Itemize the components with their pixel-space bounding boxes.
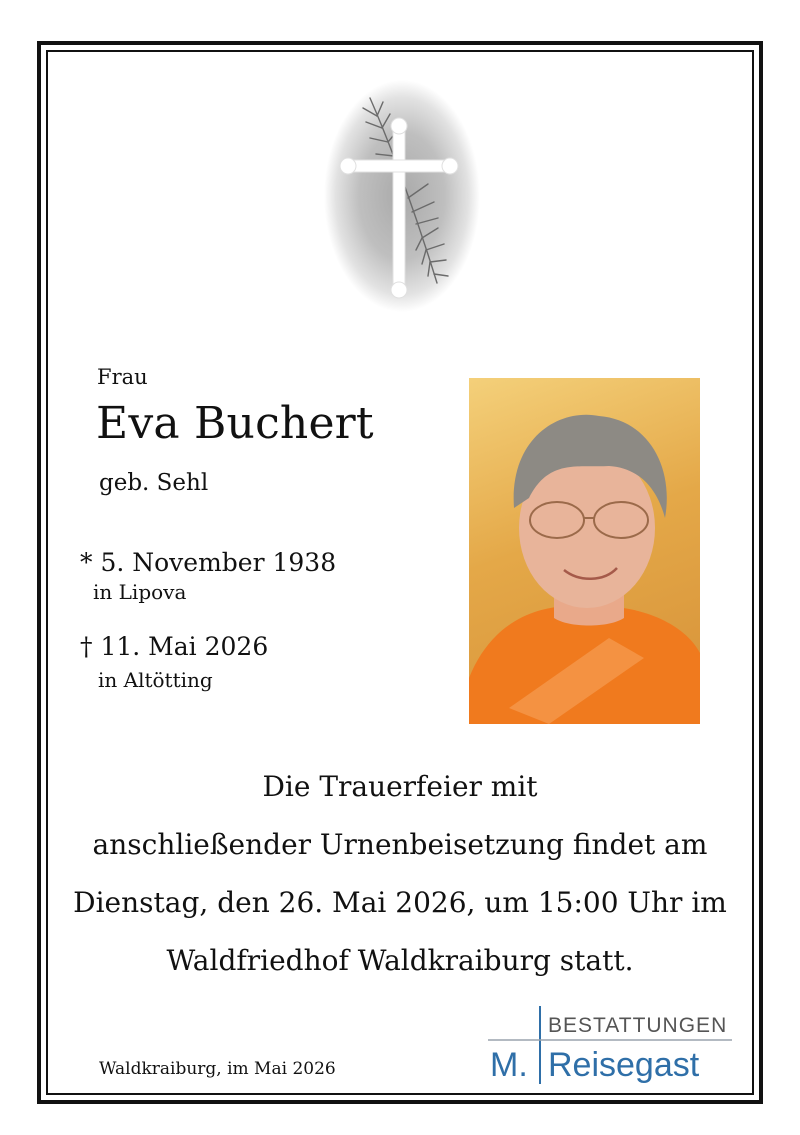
death-date: † 11. Mai 2026	[80, 632, 269, 661]
cross-with-palm-icon	[322, 78, 482, 314]
deceased-name: Eva Buchert	[96, 398, 374, 449]
portrait-illustration	[469, 378, 700, 724]
salutation: Frau	[97, 365, 148, 389]
funeral-home-logo	[488, 1004, 732, 1086]
portrait-photo	[469, 378, 700, 724]
ceremony-line: Dienstag, den 26. Mai 2026, um 15:00 Uhr im	[73, 886, 727, 919]
place-and-date: Waldkraiburg, im Mai 2026	[99, 1059, 336, 1079]
logo-name: Reisegast	[548, 1046, 700, 1084]
ceremony-line: Die Trauerfeier mit	[262, 770, 538, 803]
birth-place: in Lipova	[93, 580, 187, 604]
maiden-name: geb. Sehl	[99, 470, 209, 496]
ceremony-line: anschließender Urnenbeisetzung findet am	[92, 828, 708, 861]
logo-initial: M.	[490, 1046, 528, 1084]
logo-line1: BESTATTUNGEN	[548, 1014, 728, 1037]
ceremony-notice	[60, 758, 740, 990]
death-place: in Altötting	[98, 668, 213, 692]
birth-date: * 5. November 1938	[80, 548, 337, 577]
ceremony-line: Waldfriedhof Waldkraiburg statt.	[166, 944, 634, 977]
